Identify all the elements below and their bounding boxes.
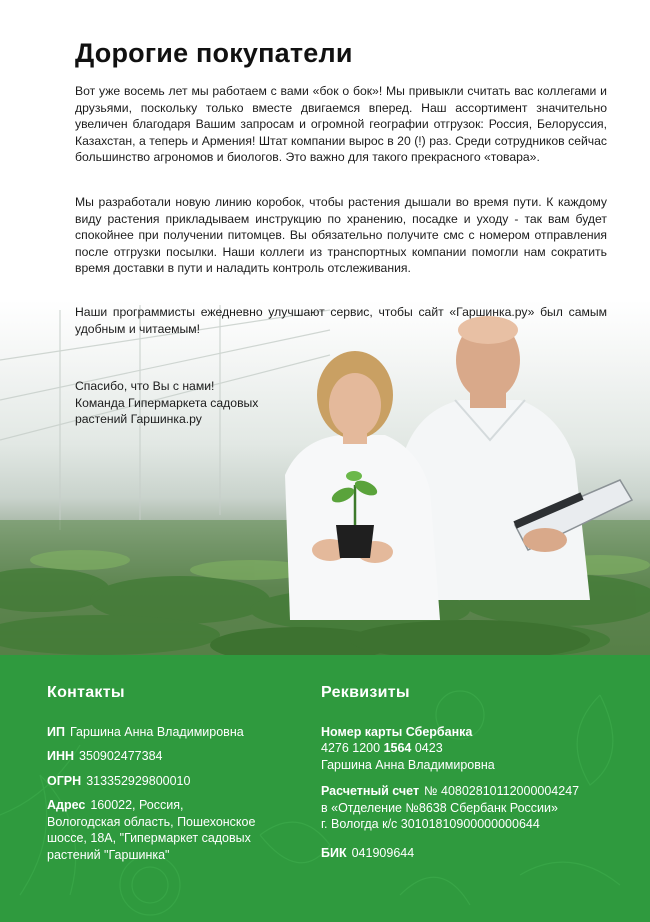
address-line: шоссе, 18А, "Гипермаркет садовых: [47, 831, 251, 845]
contact-address: [47, 797, 287, 863]
address-line: растений "Гаршинка": [47, 847, 170, 862]
ip-value: Гаршина Анна Владимировна: [69, 724, 244, 739]
contact-ogrn: [47, 773, 287, 790]
bik-value: 041909644: [351, 845, 415, 860]
bank-line: в «Отделение №8638 Сбербанк России»: [321, 800, 558, 815]
greenhouse-photo: [0, 300, 650, 660]
footer: [0, 655, 650, 922]
paragraph-website: Наши программисты ежедневно улучшают сервис, чтобы сайт «Гаршинка.ру» был самым удобным и читаемым!: [75, 305, 607, 336]
signature-line: Спасибо, что Вы с нами!: [75, 379, 215, 393]
inn-label: ИНН: [47, 749, 75, 763]
address-line: Вологодская область, Пошехонское: [47, 814, 256, 829]
ip-label: ИП: [47, 724, 65, 739]
city-line: г. Вологда к/с 30101810900000000644: [321, 817, 540, 831]
signature-line: растений Гаршинка.ру: [75, 412, 202, 427]
signature-line: Команда Гипермаркета садовых: [75, 395, 259, 410]
requisites-column: [321, 685, 621, 869]
requisite-account: [321, 783, 621, 833]
page-title: Дорогие покупатели: [75, 38, 353, 68]
contacts-column: [47, 685, 287, 871]
contact-inn: [47, 748, 287, 765]
inn-value: 350902477384: [79, 749, 163, 763]
requisites-heading: Реквизиты: [321, 684, 410, 701]
card-label: Номер карты Сбербанка: [321, 724, 473, 739]
ogrn-value: 313352929800010: [86, 773, 191, 788]
requisite-bik: [321, 845, 621, 862]
card-number: [321, 740, 621, 757]
account-value: № 40802810112000004247: [424, 784, 580, 798]
requisite-card: [321, 724, 621, 774]
address-line: 160022, Россия,: [90, 798, 184, 812]
card-number-part: 4276 1200: [321, 741, 384, 755]
paragraph-intro: Вот уже восемь лет мы работаем с вами «бок о бок»! Мы привыкли считать вас коллегами и друзьями, поскольку только вместе двигаемся вперед. Наш ассортимент значительно увеличен благодаря Вашим запросам и огромной географии отгрузок: Россия, Белоруссия, Казахстан, а теперь и Армения! Штат компании вырос в 20 (!) раз. Среди сотрудников сейчас большинство агрономов и биологов. Это важно для такого прекрасного «товара».: [75, 84, 607, 165]
card-number-part: 0423: [411, 741, 443, 755]
ogrn-label: ОГРН: [47, 773, 82, 788]
address-label: Адрес: [47, 798, 86, 812]
bik-label: БИК: [321, 845, 347, 860]
card-holder: Гаршина Анна Владимировна: [321, 757, 495, 772]
greenhouse-illustration: [0, 300, 650, 660]
contact-ip: [47, 724, 287, 741]
account-label: Расчетный счет: [321, 784, 420, 798]
card-number-part: 1564: [383, 741, 412, 755]
contacts-heading: Контакты: [47, 684, 125, 701]
paragraph-packaging: Мы разработали новую линию коробок, чтобы растения дышали во время пути. К каждому виду растения прикладываем инструкцию по хранению, посадке и уходу - так вам будет спокойнее при получении питомцев. Вы обязательно получите смс с номером отправления после отгрузки посылки. Наши коллеги из транспортных компании помогли нам сократить время доставки в пути и наладить контроль отслеживания.: [75, 195, 607, 276]
signature-block: [75, 378, 315, 428]
